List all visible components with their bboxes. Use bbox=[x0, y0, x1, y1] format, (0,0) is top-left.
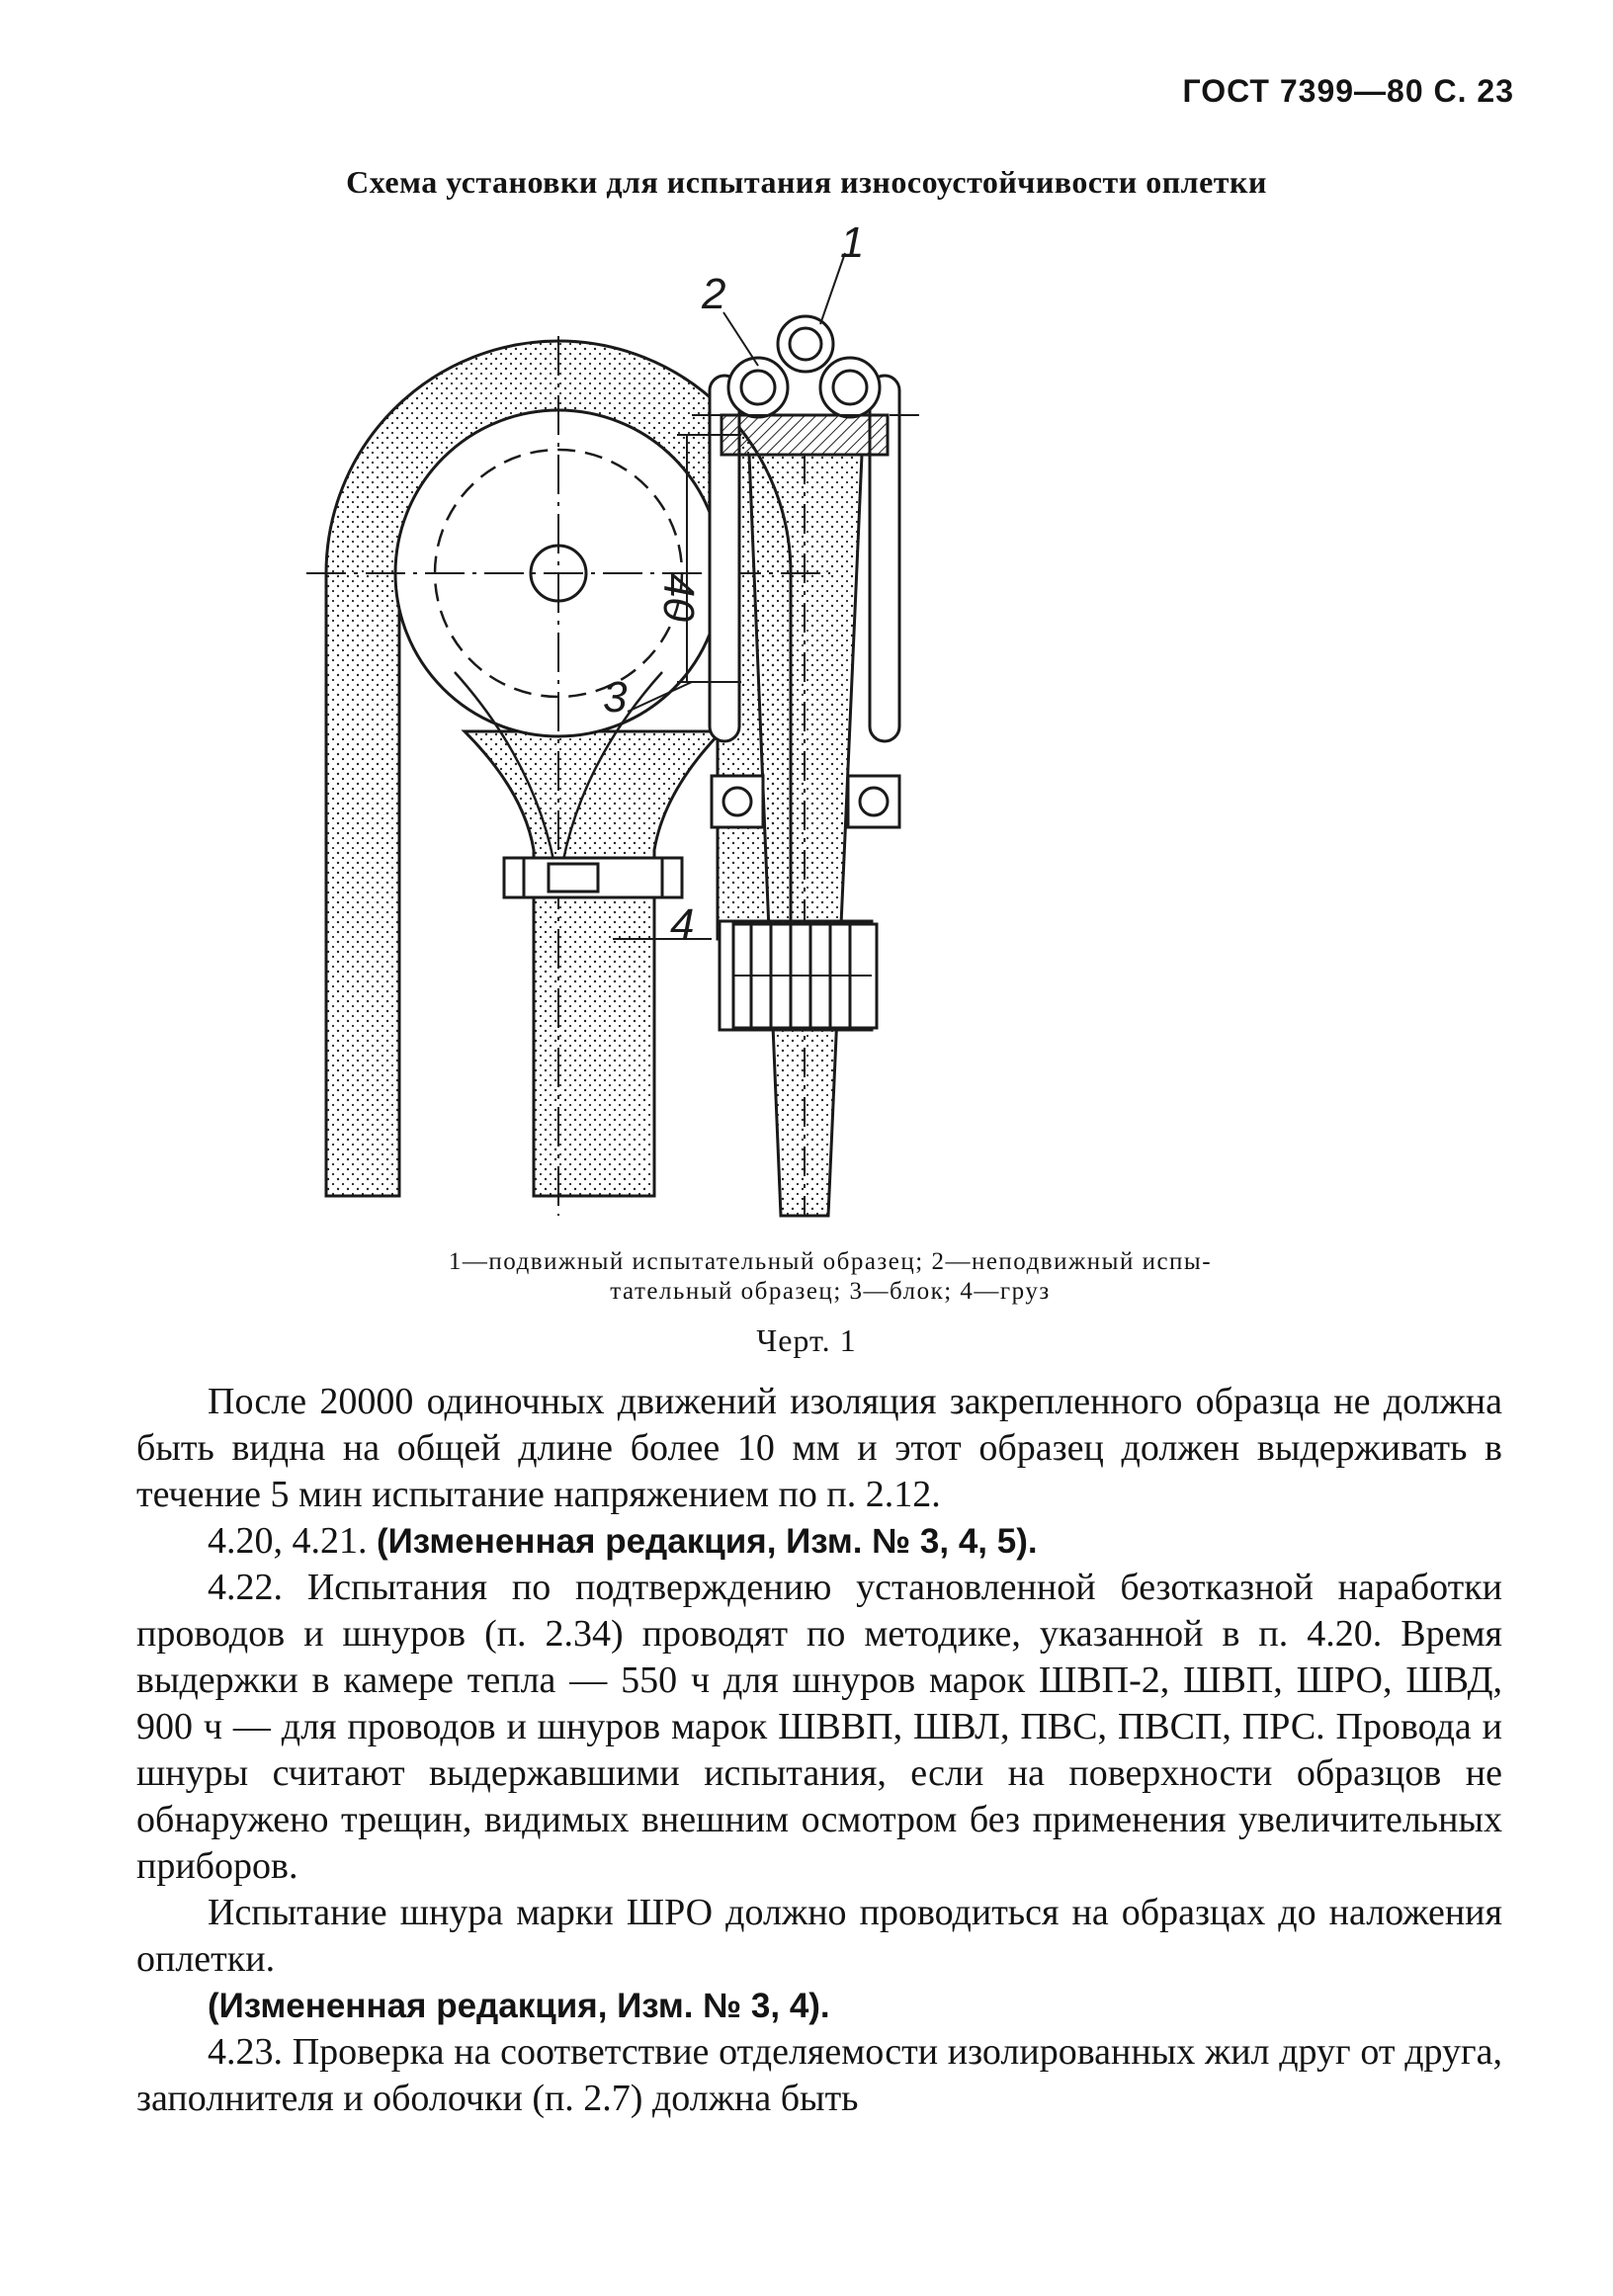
fixed-sample-cable bbox=[465, 731, 722, 1196]
amendment-note-2: (Измененная редакция, Изм. № 3, 4). bbox=[208, 1987, 830, 2025]
paragraph-6: 4.23. Проверка на соответствие отделяемости изолированных жил друг от друга, заполнителя и оболочки (п. 2.7) должна быть bbox=[136, 2031, 1502, 2119]
paragraph-1: После 20000 одиночных движений изоляция закрепленного образца не должна быть видна на общей длине более 10 мм и этот образец должен выдерживать в течение 5 мин испытание напряжением по п. 2.12. bbox=[136, 1381, 1502, 1515]
callout-3: 3 bbox=[603, 673, 628, 722]
figure-label: Черт. 1 bbox=[756, 1322, 857, 1358]
pulley-hub bbox=[722, 415, 888, 455]
callout-2: 2 bbox=[702, 270, 726, 318]
body-text bbox=[136, 1379, 1502, 2122]
amendment-note-1: (Измененная редакция, Изм. № 3, 4, 5). bbox=[377, 1522, 1038, 1561]
callout-4: 4 bbox=[670, 900, 695, 949]
paragraph-4: Испытание шнура марки ШРО должно проводиться на образцах до наложения оплетки. bbox=[136, 1892, 1502, 1980]
caption-line-2: тательный образец; 3—блок; 4—груз bbox=[610, 1278, 1051, 1305]
caption-line-1: 1—подвижный испытательный образец; 2—неподвижный испы- bbox=[448, 1248, 1213, 1275]
test-rig-diagram bbox=[287, 217, 1295, 1226]
figure-title: Схема установки для испытания износоустойчивости оплетки bbox=[346, 164, 1267, 200]
paragraph-2-prefix: 4.20, 4.21. bbox=[208, 1520, 377, 1562]
paragraph-2 bbox=[136, 1518, 1502, 1565]
paragraph-5 bbox=[136, 1983, 1502, 2029]
page-header: ГОСТ 7399—80 С. 23 bbox=[1182, 73, 1514, 109]
dimension-label: 40 bbox=[654, 573, 703, 622]
figure-caption bbox=[356, 1247, 1305, 1307]
callout-1: 1 bbox=[840, 218, 865, 267]
paragraph-3: 4.22. Испытания по подтверждению установленной безотказной наработки проводов и шнуров (п. 2.34) проводят по методике, указанной в п. 4.20. Время выдержки в камере тепла — 550 ч для шнуров марок ШВП-2, ШВП, ШРО, ШВД, 900 ч — для проводов и шнуров марок ШВВП, ШВЛ, ПВС, ПВСП, ПРС. Провода и шнуры считают выдержавшими испытания, если на поверхности образцов не обнаружено трещин, видимых внешним осмотром без применения увеличительных приборов. bbox=[136, 1567, 1502, 1887]
